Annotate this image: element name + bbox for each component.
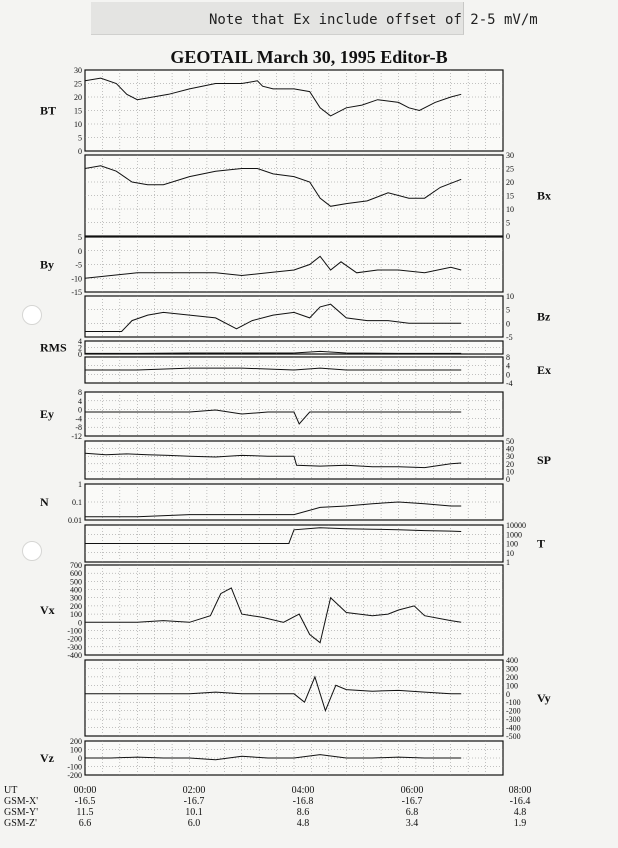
tick-label: 5 [78,233,82,242]
footer-ut: 08:00 [508,785,532,796]
panel-label: T [537,536,546,551]
tick-label: 10 [506,292,514,301]
tick-label: 0 [506,319,510,329]
tick-label: -100 [506,698,521,708]
tick-label: -200 [506,706,521,716]
tick-label: -400 [506,723,521,733]
footer-ut: 00:00 [73,785,97,796]
footer-ut: 04:00 [291,785,315,796]
tick-label: -200 [67,634,82,644]
tick-label: -5 [75,260,82,270]
footer-gsm-z: 1.9 [513,818,527,829]
tick-label: 10 [74,120,82,129]
footer-gsm-x: -16.7 [401,796,423,807]
tick-label: 400 [506,656,518,665]
footer-label-gsm-z: GSM-Z' [4,818,37,829]
footer-gsm-x: -16.7 [183,796,205,807]
footer-ut: 06:00 [400,785,424,796]
tick-label: 4 [78,337,82,346]
footer-gsm-z: 6.0 [187,818,201,829]
tick-label: 15 [74,106,82,116]
tick-label: -300 [506,715,521,725]
footer-gsm-x: -16.4 [509,796,531,807]
tick-label: 200 [506,672,518,682]
tick-label: 300 [70,593,82,603]
panel-label: By [40,257,55,272]
tick-label: 700 [70,561,82,570]
tick-label: 30 [506,452,514,462]
footer-gsm-y: 10.1 [185,807,203,818]
tick-label: 600 [70,569,82,579]
chart-title: GEOTAIL March 30, 1995 Editor-B [170,47,448,67]
tick-label: -4 [75,414,82,424]
tick-label: -10 [71,274,82,284]
footer-gsm-y: 4.8 [513,807,527,818]
panel-frame [85,660,503,736]
tick-label: 25 [74,79,82,89]
tick-label: -8 [75,423,82,433]
tick-label: 100 [70,745,82,755]
footer-gsm-x: -16.8 [292,796,314,807]
footer-gsm-y: 6.8 [405,807,419,818]
tick-label: 0 [78,350,82,359]
panel-label: SP [537,453,552,467]
tick-label: 0 [506,370,510,380]
tick-label: 1000 [506,530,522,540]
panel-label: RMS [40,340,67,355]
footer-gsm-y: 11.5 [76,807,94,818]
tick-label: 40 [506,444,514,454]
annotation-note: Note that Ex include offset of 2-5 mV/m [209,12,538,28]
tick-label: -500 [506,732,521,741]
tick-label: 400 [70,585,82,595]
footer-label-ut: UT [4,785,18,796]
tick-label: 0 [506,689,510,699]
tick-label: 0 [78,754,82,763]
tick-label: -100 [67,626,82,636]
tick-label: 0 [78,405,82,415]
tick-label: 4 [506,361,510,371]
tick-label: 5 [506,305,510,315]
tick-label: 20 [506,178,514,187]
tick-label: 0.1 [72,498,82,507]
tick-label: 25 [506,164,514,174]
tick-label: 5 [78,133,82,143]
tick-label: 30 [506,151,514,160]
panel-label: Bz [537,309,551,324]
tick-label: 0 [78,246,82,256]
tick-label: 100 [506,539,518,549]
tick-label: 100 [506,681,518,691]
panel-label: Vy [537,691,551,705]
footer-label-gsm-x: GSM-X' [4,796,39,807]
footer-label-gsm-y: GSM-Y' [4,807,39,818]
tick-label: -200 [67,771,82,780]
tick-label: 1 [78,480,82,489]
tick-label: 500 [70,577,82,587]
tick-label: 0.01 [68,516,82,525]
tick-label: 8 [78,388,82,397]
tick-label: 10 [506,205,514,214]
panel-label: BT [40,103,57,118]
panel-label: N [40,495,49,509]
tick-label: 0 [506,475,510,484]
tick-label: 200 [70,601,82,611]
tick-label: 0 [78,618,82,628]
tick-label: -15 [71,288,82,297]
footer-gsm-z: 3.4 [405,818,419,829]
panel-label: Vx [40,603,55,617]
tick-label: 15 [506,191,514,201]
panel-label: Vz [40,751,54,765]
tick-label: 0 [78,147,82,156]
tick-label: -100 [67,762,82,772]
tick-label: 2 [78,343,82,353]
tick-label: 5 [506,218,510,228]
tick-label: 50 [506,437,514,446]
panel-label: Ex [537,363,552,377]
tick-label: 100 [70,610,82,620]
tick-label: -400 [67,651,82,660]
tick-label: 4 [78,396,82,406]
tick-label: 200 [70,737,82,746]
panel-label: Ey [40,407,55,421]
tick-label: 1 [506,558,510,567]
tick-label: -300 [67,642,82,652]
footer-gsm-z: 4.8 [296,818,310,829]
tick-label: 0 [506,232,510,241]
tick-label: -12 [71,432,82,441]
footer-gsm-z: 6.6 [78,818,92,829]
tick-label: 20 [506,459,514,469]
tick-label: 10 [506,467,514,477]
tick-label: 20 [74,93,82,102]
panel-label: Bx [537,188,552,203]
tick-label: 30 [74,66,82,75]
tick-label: -4 [506,379,513,388]
tick-label: 10 [506,548,514,558]
footer-ut: 02:00 [182,785,206,796]
tick-label: 8 [506,353,510,362]
tick-label: 300 [506,664,518,674]
footer-gsm-y: 8.6 [296,807,310,818]
footer-gsm-x: -16.5 [74,796,96,807]
tick-label: 10000 [506,521,526,530]
tick-label: -5 [506,333,513,342]
